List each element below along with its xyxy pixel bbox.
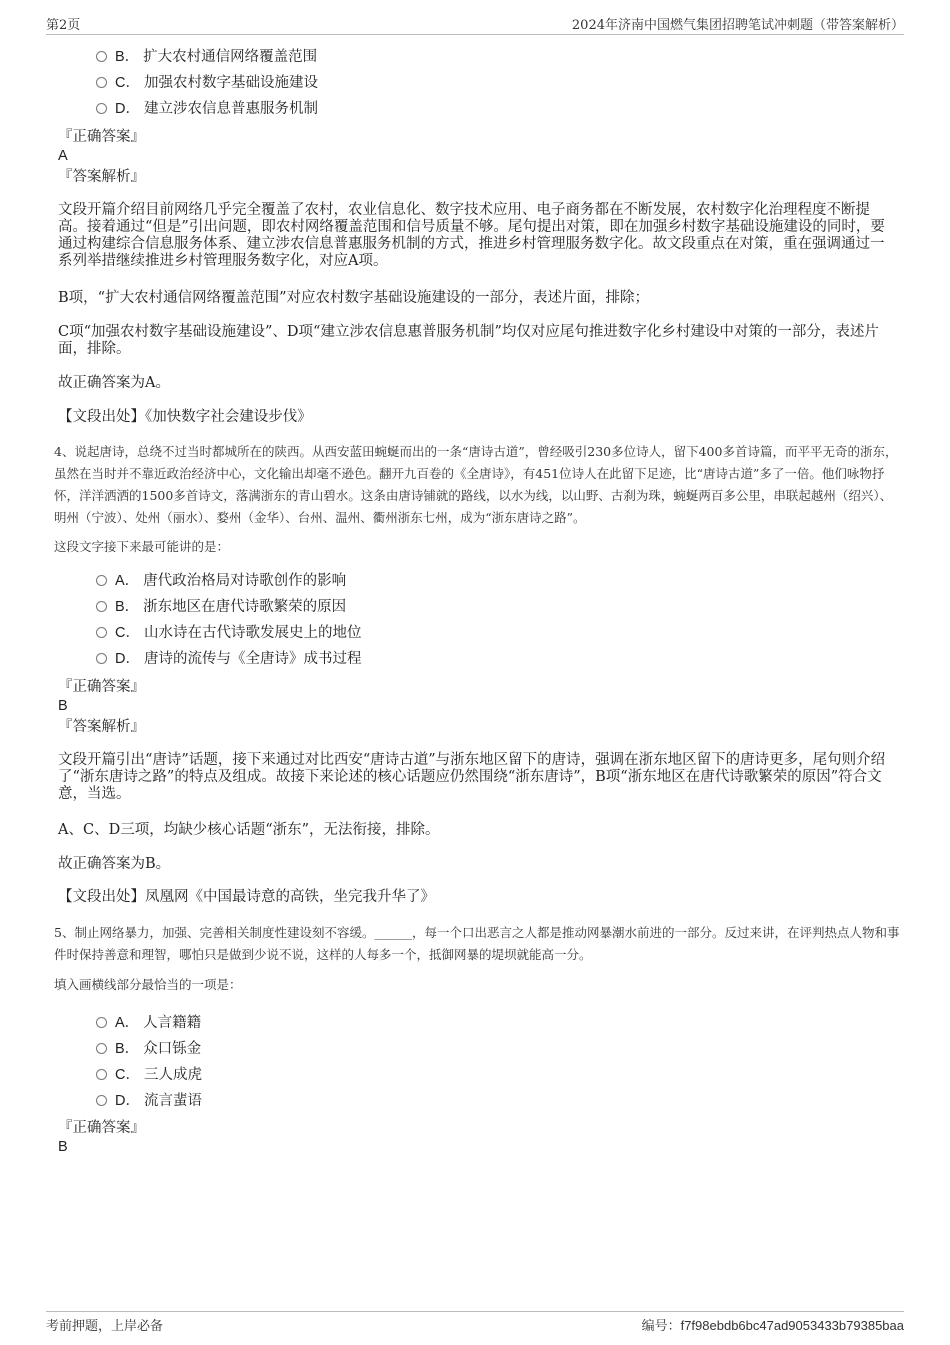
q3-answer-heading: 『正确答案』: [58, 129, 145, 145]
q4-analysis-paragraph: 文段开篇引出“唐诗”话题，接下来通过对比西安“唐诗古道”与浙东地区留下的唐诗，强调在浙东地区留下的唐诗更多，尾句则介绍了“浙东唐诗之路”的特点及组成。故接下来论述的核心话题应仍然围绕“浙东唐诗”，B项“浙东地区在唐代诗歌繁荣的原因”符合文意，当选。: [58, 752, 886, 802]
q3-option-b[interactable]: B． 扩大农村通信网络覆盖范围: [96, 46, 317, 68]
radio-icon[interactable]: [96, 601, 107, 612]
q4-analysis-heading: 『答案解析』: [58, 719, 145, 735]
radio-icon[interactable]: [96, 1017, 107, 1028]
q4-option-d[interactable]: D． 唐诗的流传与《全唐诗》成书过程: [96, 648, 361, 670]
q4-option-a[interactable]: A． 唐代政治格局对诗歌创作的影响: [96, 570, 346, 592]
document-code: 编号：f7f98ebdb6bc47ad9053433b79385baa: [641, 1318, 904, 1334]
q3-answer: A: [58, 148, 68, 164]
q4-analysis-paragraph: A、C、D三项，均缺少核心话题“浙东”，无法衔接，排除。: [58, 822, 440, 838]
q5-option-a[interactable]: A． 人言籍籍: [96, 1012, 201, 1034]
q4-analysis-paragraph: 故正确答案为B。: [58, 856, 171, 872]
q3-analysis-heading: 『答案解析』: [58, 169, 145, 185]
radio-icon[interactable]: [96, 1043, 107, 1054]
q4-source: 【文段出处】凤凰网《中国最诗意的高铁，坐完我升华了》: [58, 889, 435, 905]
q5-prompt: 填入画横线部分最恰当的一项是：: [54, 977, 242, 992]
q4-answer-heading: 『正确答案』: [58, 679, 145, 695]
q3-source: 【文段出处】《加快数字社会建设步伐》: [58, 409, 312, 425]
page-number: 第2页: [46, 18, 81, 33]
q5-stem: 5、制止网络暴力，加强、完善相关制度性建设刻不容缓。______，每一个口出恶言之人都是推动网暴潮水前进的一部分。反过来讲，在评判热点人物和事件时保持善意和理智，哪怕只是做到少说不说，这样的人每多一个，抵御网暴的堤坝就能高一分。: [54, 925, 900, 962]
q5-answer-heading: 『正确答案』: [58, 1120, 145, 1136]
q4-prompt: 这段文字接下来最可能讲的是：: [54, 539, 230, 554]
radio-icon[interactable]: [96, 1069, 107, 1080]
q3-analysis-paragraph: 故正确答案为A。: [58, 375, 170, 391]
footer-slogan: 考前押题，上岸必备: [46, 1319, 164, 1334]
radio-icon[interactable]: [96, 51, 107, 62]
radio-icon[interactable]: [96, 653, 107, 664]
q4-option-c[interactable]: C． 山水诗在古代诗歌发展史上的地位: [96, 622, 361, 644]
radio-icon[interactable]: [96, 77, 107, 88]
q4-answer: B: [58, 698, 68, 714]
page-footer: [46, 1311, 904, 1335]
q3-analysis-paragraph: 文段开篇介绍目前网络几乎完全覆盖了农村，农业信息化、数字技术应用、电子商务都在不断发展，农村数字化治理程度不断提高。接着通过“但是”引出问题，即农村网络覆盖范围和信号质量不够。尾句提出对策，即在加强乡村数字基础设施建设的同时，要通过构建综合信息服务体系、建立涉农信息普惠服务机制的方式，推进乡村管理服务数字化。故文段重点在对策，重在强调通过一系列举措继续推进乡村管理服务数字化，对应A项。: [58, 202, 885, 269]
q3-analysis-paragraph: C项“加强农村数字基础设施建设”、D项“建立涉农信息惠普服务机制”均仅对应尾句推进数字化乡村建设中对策的一部分，表述片面，排除。: [58, 324, 879, 357]
q3-analysis-paragraph: B项，“扩大农村通信网络覆盖范围”对应农村数字基础设施建设的一部分，表述片面，排除；: [58, 290, 649, 306]
radio-icon[interactable]: [96, 103, 107, 114]
q3-option-c[interactable]: C． 加强农村数字基础设施建设: [96, 72, 318, 94]
radio-icon[interactable]: [96, 627, 107, 638]
q5-answer: B: [58, 1139, 68, 1155]
radio-icon[interactable]: [96, 575, 107, 586]
page-header: [46, 14, 904, 35]
q5-option-b[interactable]: B． 众口铄金: [96, 1038, 201, 1060]
radio-icon[interactable]: [96, 1095, 107, 1106]
q5-option-d[interactable]: D． 流言蜚语: [96, 1090, 202, 1112]
q5-option-c[interactable]: C． 三人成虎: [96, 1064, 202, 1086]
q4-stem: 4、说起唐诗，总绕不过当时都城所在的陕西。从西安蓝田蜿蜒而出的一条“唐诗古道”，曾经吸引230多位诗人，留下400多首诗篇，而平平无奇的浙东，虽然在当时并不靠近政治经济中心，文化输出却毫不逊色。翻开九百卷的《全唐诗》，有451位诗人在此留下足迹，比“唐诗古道”多了一倍。他们咏物抒怀，洋洋洒洒的1500多首诗文，落满浙东的青山碧水。这条由唐诗铺就的路线，以水为线，以山野、古刹为珠，蜿蜒两百多公里，串联起越州（绍兴）、明州（宁波）、处州（丽水）、婺州（金华）、台州、温州、衢州浙东七州，成为“浙东唐诗之路”。: [54, 444, 898, 525]
q4-option-b[interactable]: B． 浙东地区在唐代诗歌繁荣的原因: [96, 596, 346, 618]
document-title: 2024年济南中国燃气集团招聘笔试冲刺题（带答案解析）: [571, 18, 904, 33]
q3-option-d[interactable]: D． 建立涉农信息普惠服务机制: [96, 98, 318, 120]
